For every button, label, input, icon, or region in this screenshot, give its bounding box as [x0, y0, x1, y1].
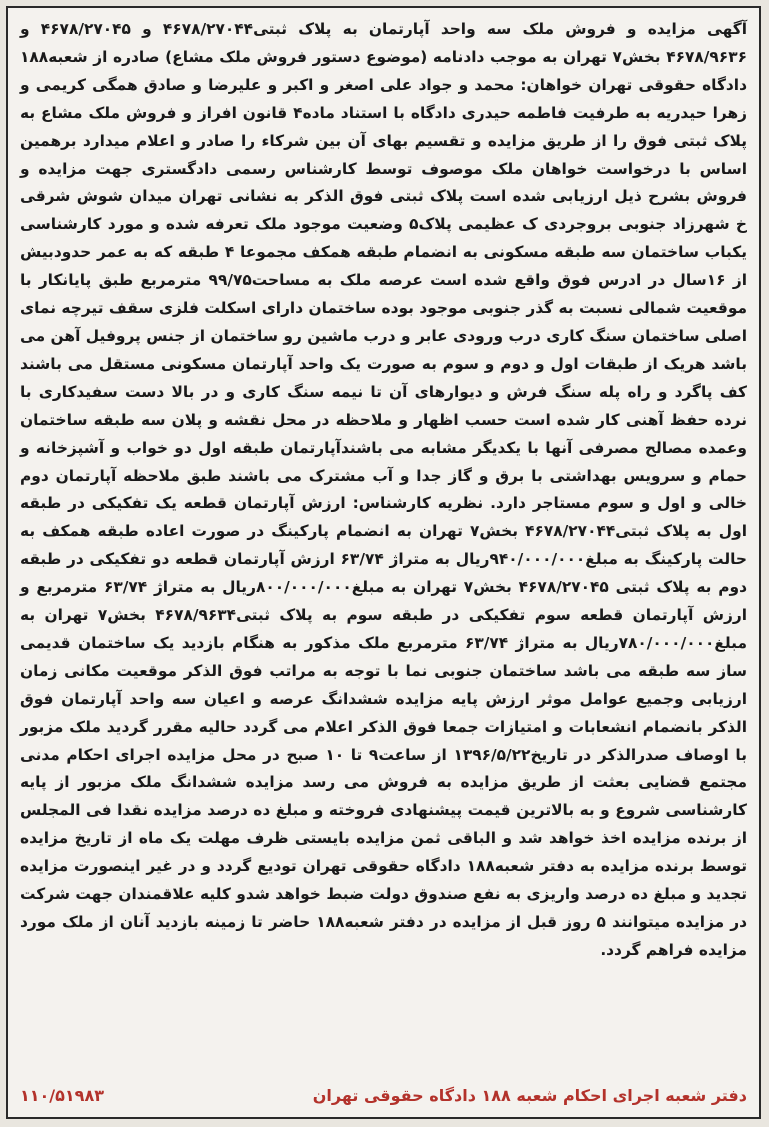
reference-number: ۱۱۰/۵۱۹۸۳ [20, 1085, 104, 1105]
notice-footer [20, 1079, 747, 1111]
auction-notice [6, 6, 761, 1119]
issuer-name: دفتر شعبه اجرای احکام شعبه ۱۸۸ دادگاه حقوقی تهران [312, 1085, 747, 1105]
notice-body-text: آگهی مزایده و فروش ملک سه واحد آپارتمان به پلاک ثبتی۴۶۷۸/۲۷۰۴۴ و ۴۶۷۸/۲۷۰۴۵ و ۴۶۷۸/۹۶۳۶ بخش۷ تهران به موجب دادنامه (موضوع دستور فروش ملک مشاع) صادره از شعبه۱۸۸ دادگاه حقوقی تهران خواهان: محمد و جواد علی اصغر و اکبر و علیرضا و صادق همگی کریمی و زهرا حیدریه به طرفیت فاطمه حیدری دادگاه با استناد ماده۴ قانون افراز و فروش ملک مشاع به پلاک ثبتی فوق را از طریق مزایده و تقسیم بهای آن بین شرکاء را صادر و اعلام میدارد برهمین اساس با درخواست خواهان ملک موصوف توسط کارشناس رسمی دادگستری جهت مزایده و فروش بشرح ذیل ارزیابی شده است پلاک ثبتی فوق الذکر به نشانی تهران میدان شوش شرقی خ شهرزاد جنوبی بروجردی ک عظیمی پلاک۵ وضعیت موجود ملک تعرفه شده و مورد کارشناسی یکباب ساختمان سه طبقه مسکونی به انضمام طبقه همکف مجموعا ۴ طبقه که به عمر حدودبیش از ۱۶سال در ادرس فوق واقع شده است عرصه ملک به مساحت۹۹/۷۵ مترمربع طبق پایانکار با موقعیت شمالی نسبت به گذر جنوبی موجود بوده ساختمان دارای اسکلت فلزی سقف تیرچه نمای اصلی ساختمان سنگ کاری درب ورودی عابر و درب ماشین رو ساختمان از جنس پروفیل آهن می باشد هریک از طبقات اول و دوم و سوم به صورت یک واحد آپارتمان مسکونی مستقل می باشند کف پاگرد و راه پله سنگ فرش و دیوارهای آن تا نیمه سنگ کاری و در بالا دست سفیدکاری با نرده حفظ آهنی کار شده است حسب اظهار و ملاحظه در محل نقشه و پلان سه طبقه ساختمان وعمده مصالح مصرفی آنها با یکدیگر مشابه می باشندآپارتمان طبقه اول دو خواب و آشپزخانه و حمام و سرویس بهداشتی با برق و گاز جدا و آب مشترک می باشند طبق ملاحظه آپارتمان دوم خالی و اول و سوم مستاجر دارد. نظریه کارشناس: ارزش آپارتمان قطعه یک تفکیکی در طبقه اول به پلاک ثبتی۴۶۷۸/۲۷۰۴۴ بخش۷ تهران به انضمام پارکینگ در صورت اعاده طبقه همکف به حالت پارکینگ به مبلغ۹۴۰/۰۰۰/۰۰۰ریال به متراژ ۶۳/۷۴ ارزش آپارتمان قطعه دو تفکیکی در طبقه دوم به پلاک ثبتی ۴۶۷۸/۲۷۰۴۵ بخش۷ تهران به مبلغ۸۰۰/۰۰۰/۰۰۰ریال به متراژ ۶۳/۷۴ مترمربع و ارزش آپارتمان قطعه سوم تفکیکی در طبقه سوم به پلاک ثبتی۴۶۷۸/۹۶۳۴ بخش۷ تهران به مبلغ۷۸۰/۰۰۰/۰۰۰ریال به متراژ ۶۳/۷۴ مترمربع ملک مذکور به هنگام بازدید یک ساختمان قدیمی ساز سه طبقه می باشد ساختمان جنوبی نما با توجه به مراتب فوق الذکر موقعیت مکانی زمان ارزیابی وجمیع عوامل موثر ارزش پایه مزایده ششدانگ عرصه و اعیان سه واحد آپارتمان فوق الذکر بانضمام انشعابات و امتیازات جمعا فوق الذکر اعلام می گردد حالیه مقرر گردید ملک مزبور با اوصاف صدرالذکر در تاریخ۱۳۹۶/۵/۲۲ از ساعت۹ تا ۱۰ صبح در محل مزایده اجرای احکام مدنی مجتمع قضایی بعثت از طریق مزایده به فروش می رسد مزایده ششدانگ ملک مزبور از پایه کارشناسی شروع و به بالاترین قیمت پیشنهادی فروخته و مبلغ ده درصد مزایده نقدا فی المجلس از برنده مزایده اخذ خواهد شد و الباقی ثمن مزایده بایستی ظرف مهلت یک ماه از تاریخ مزایده توسط برنده مزایده به دفتر شعبه۱۸۸ دادگاه حقوقی تهران تودیع گردد و در غیر اینصورت مزایده تجدید و مبلغ ده درصد واریزی به نفع صندوق دولت ضبط خواهد شدو کلیه علاقمندان جهت شرکت در مزایده میتوانند ۵ روز قبل از مزایده در دفتر شعبه۱۸۸ حاضر تا زمینه بازدید آنان از ملک مورد مزایده فراهم گردد. [20, 20, 748, 959]
